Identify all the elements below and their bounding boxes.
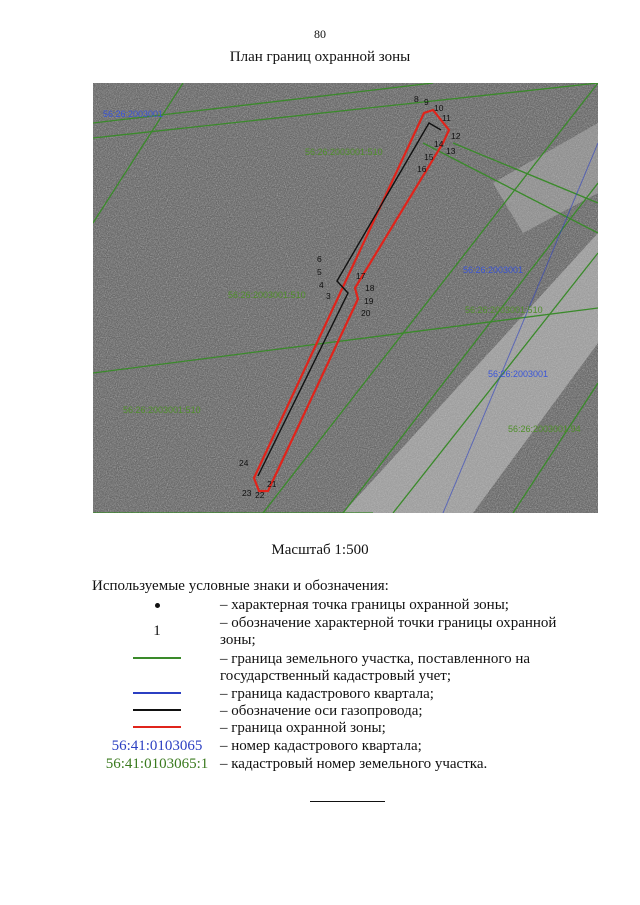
point-label: 20 <box>361 308 371 318</box>
point-label: 9 <box>424 97 429 107</box>
legend-black-line-icon <box>92 701 222 718</box>
map-label-parcel-left: 56:26:2003001:510 <box>123 405 201 415</box>
map-label-parcel-top: 56:26:2003001:510 <box>305 147 383 157</box>
map-scale: Масштаб 1:500 <box>271 542 369 558</box>
point-label: 11 <box>442 113 451 123</box>
map-label-parcel-bottom-right: 56:26:2003001:94 <box>508 424 581 434</box>
legend-dot-icon <box>92 597 222 614</box>
legend-quarter-number-sample: 56:41:0103065 <box>111 738 203 754</box>
point-label: 18 <box>365 283 375 293</box>
map-label-quarter-right-1: 56:26:2003001 <box>463 265 524 275</box>
point-label: 24 <box>239 458 249 468</box>
point-label: 13 <box>446 146 456 156</box>
legend-green-line-icon <box>92 649 222 666</box>
legend-point-number: 1 <box>153 623 161 639</box>
point-label: 5 <box>317 267 322 277</box>
map-label-parcel-mid: 56:26:2003001:510 <box>228 290 306 300</box>
point-label: 23 <box>242 488 252 498</box>
point-label: 6 <box>317 254 322 264</box>
point-label: 22 <box>255 490 265 500</box>
legend-item <box>92 651 612 685</box>
legend-blue-line-icon <box>92 684 222 701</box>
point-label: 3 <box>326 291 331 301</box>
point-label: 17 <box>356 271 366 281</box>
legend-item <box>92 615 612 651</box>
point-label: 10 <box>434 103 444 113</box>
legend-text: – граница земельного участка, поставленного на государственный кадастровый учет; <box>220 651 531 684</box>
map-label-parcel-right: 56:26:2003001:510 <box>465 305 543 315</box>
legend-text: – граница кадастрового квартала; <box>220 686 434 702</box>
legend-text: – обозначение оси газопровода; <box>220 703 423 719</box>
legend-text: – характерная точка границы охранной зоны; <box>220 597 509 613</box>
point-label: 8 <box>414 94 419 104</box>
legend-red-line-icon <box>92 718 222 735</box>
legend-text: – граница охранной зоны; <box>220 720 386 736</box>
legend-text: – кадастровый номер земельного участка. <box>220 756 488 772</box>
point-label: 19 <box>364 296 374 306</box>
point-label: 21 <box>267 479 277 489</box>
point-label: 14 <box>434 139 444 149</box>
point-label: 15 <box>424 152 434 162</box>
map-label-quarter-top-left: 56:26:2003001 <box>103 109 164 119</box>
point-label: 12 <box>451 131 461 141</box>
legend-parcel-number-sample: 56:41:0103065:1 <box>105 756 209 772</box>
map-label-quarter-right-2: 56:26:2003001 <box>488 369 549 379</box>
map-svg <box>93 83 598 513</box>
boundary-map <box>93 83 598 513</box>
footer-rule <box>310 801 385 802</box>
legend-text: – обозначение характерной точки границы охранной зоны; <box>220 615 557 648</box>
legend-heading: Используемые условные знаки и обозначения: <box>92 578 389 594</box>
legend-text: – номер кадастрового квартала; <box>220 738 422 754</box>
page-number: 80 <box>314 27 326 41</box>
point-label: 4 <box>319 280 324 290</box>
page-title: План границ охранной зоны <box>229 49 411 65</box>
point-label: 16 <box>417 164 427 174</box>
